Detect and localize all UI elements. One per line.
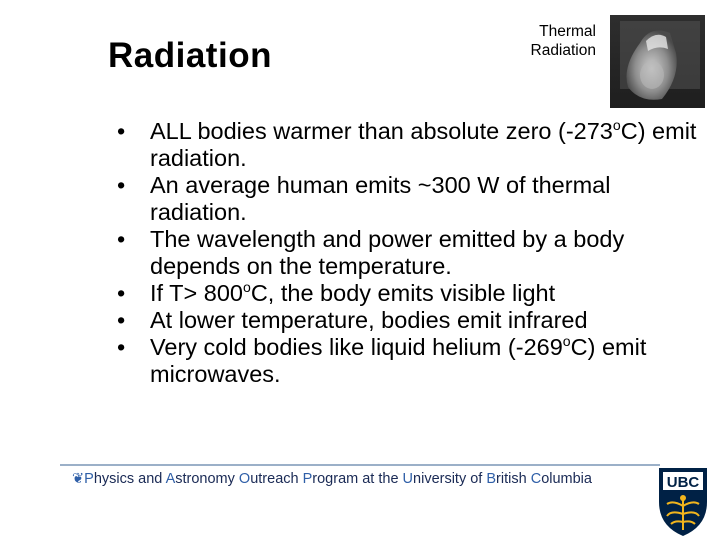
footer-divider — [60, 464, 660, 466]
image-caption — [506, 22, 596, 60]
bullet-list — [112, 118, 712, 388]
slide-title: Radiation — [108, 36, 272, 75]
ubc-crest-icon — [655, 466, 711, 538]
bullet-item: • Very cold bodies like liquid helium (-269$^o$C) emit microwaves. — [112, 334, 712, 388]
thermal-image-graphic — [610, 15, 705, 108]
ubc-logo — [655, 466, 711, 538]
footer-leaf-icon: ❦ — [72, 471, 85, 487]
bullet-item: • At lower temperature, bodies emit infrared — [112, 307, 712, 334]
image-caption-line2: Radiation — [530, 42, 596, 59]
svg-text:UBC: UBC — [666, 474, 700, 491]
bullet-item: • If $T> 800^oC$, the body emits visible light — [112, 280, 712, 307]
image-caption-line1: Thermal — [539, 23, 596, 40]
bullet-item: • The wavelength and power emitted by a body depends on the temperature. — [112, 226, 712, 280]
bullet-item: • ALL bodies warmer than absolute zero (-273$^o$C) emit radiation. — [112, 118, 712, 172]
footer-text: ❦Physics and Astronomy Outreach Program at the University of British Columbia — [72, 471, 592, 487]
bullet-item: • An average human emits ~300 W of thermal radiation. — [112, 172, 712, 226]
thermal-image — [610, 15, 705, 108]
